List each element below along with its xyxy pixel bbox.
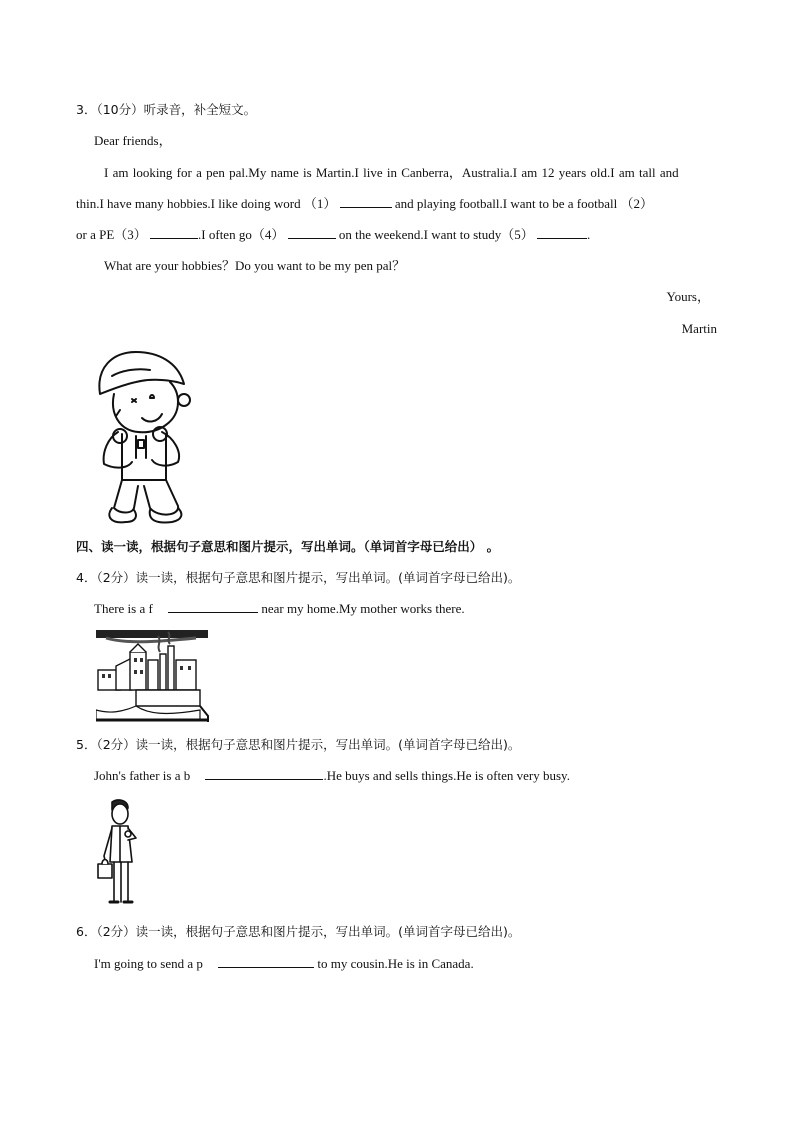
letter-line-3-text-a: or a PE（3）: [76, 227, 147, 242]
q6-sentence: [94, 955, 474, 973]
businessman-illustration: [92, 798, 148, 908]
letter-line-3-text-c: on the weekend.I want to study（5）: [338, 227, 534, 242]
factory-illustration: [96, 630, 210, 722]
letter-line-4: What are your hobbies？Do you want to be my pen pal？: [104, 258, 406, 273]
q6-blank[interactable]: [218, 955, 314, 968]
q6-text-after: to my cousin.He is in Canada.: [317, 956, 474, 971]
letter-line-1: I am looking for a pen pal.My name is Martin.I live in Canberra，Australia.I am 12 years old.I am tall and: [104, 165, 679, 180]
q5-sentence: [94, 767, 570, 785]
q4-header: 4．（2分）读一读，根据句子意思和图片提示，写出单词。(单词首字母已给出)。: [76, 570, 521, 585]
q6-header: 6．（2分）读一读，根据句子意思和图片提示，写出单词。(单词首字母已给出)。: [76, 924, 521, 939]
q3-header: 3．（10分）听录音，补全短文。: [76, 102, 257, 117]
letter-line-2: [76, 195, 653, 213]
letter-greeting: Dear friends，: [94, 133, 172, 148]
letter-line-3-text-b: .I often go（4）: [198, 227, 285, 242]
letter-line-3: [76, 226, 590, 244]
blank-4[interactable]: [288, 226, 336, 239]
letter-closing: Yours，: [666, 289, 710, 304]
section-4-title: 四、读一读，根据句子意思和图片提示，写出单词。（单词首字母已给出） 。: [76, 539, 500, 554]
q5-header: 5．（2分）读一读，根据句子意思和图片提示，写出单词。(单词首字母已给出)。: [76, 737, 521, 752]
q6-text-before: I'm going to send a p: [94, 956, 203, 971]
q4-sentence: [94, 600, 465, 618]
letter-line-2-text-b: and playing football.I want to be a football （2）: [394, 196, 653, 211]
boy-illustration: [92, 348, 192, 526]
letter-line-2-text-a: thin.I have many hobbies.I like doing word （1）: [76, 196, 337, 211]
letter-signature: Martin: [681, 321, 717, 336]
q4-text-before: There is a f: [94, 601, 153, 616]
blank-3[interactable]: [150, 226, 198, 239]
q4-text-after: near my home.My mother works there.: [261, 601, 465, 616]
q5-text-after: .He buys and sells things.He is often very busy.: [323, 768, 570, 783]
q5-blank[interactable]: [205, 767, 323, 780]
blank-1[interactable]: [340, 195, 392, 208]
q4-blank[interactable]: [168, 600, 258, 613]
q5-text-before: John's father is a b: [94, 768, 191, 783]
blank-5[interactable]: [537, 226, 587, 239]
letter-line-3-text-d: .: [587, 227, 591, 242]
